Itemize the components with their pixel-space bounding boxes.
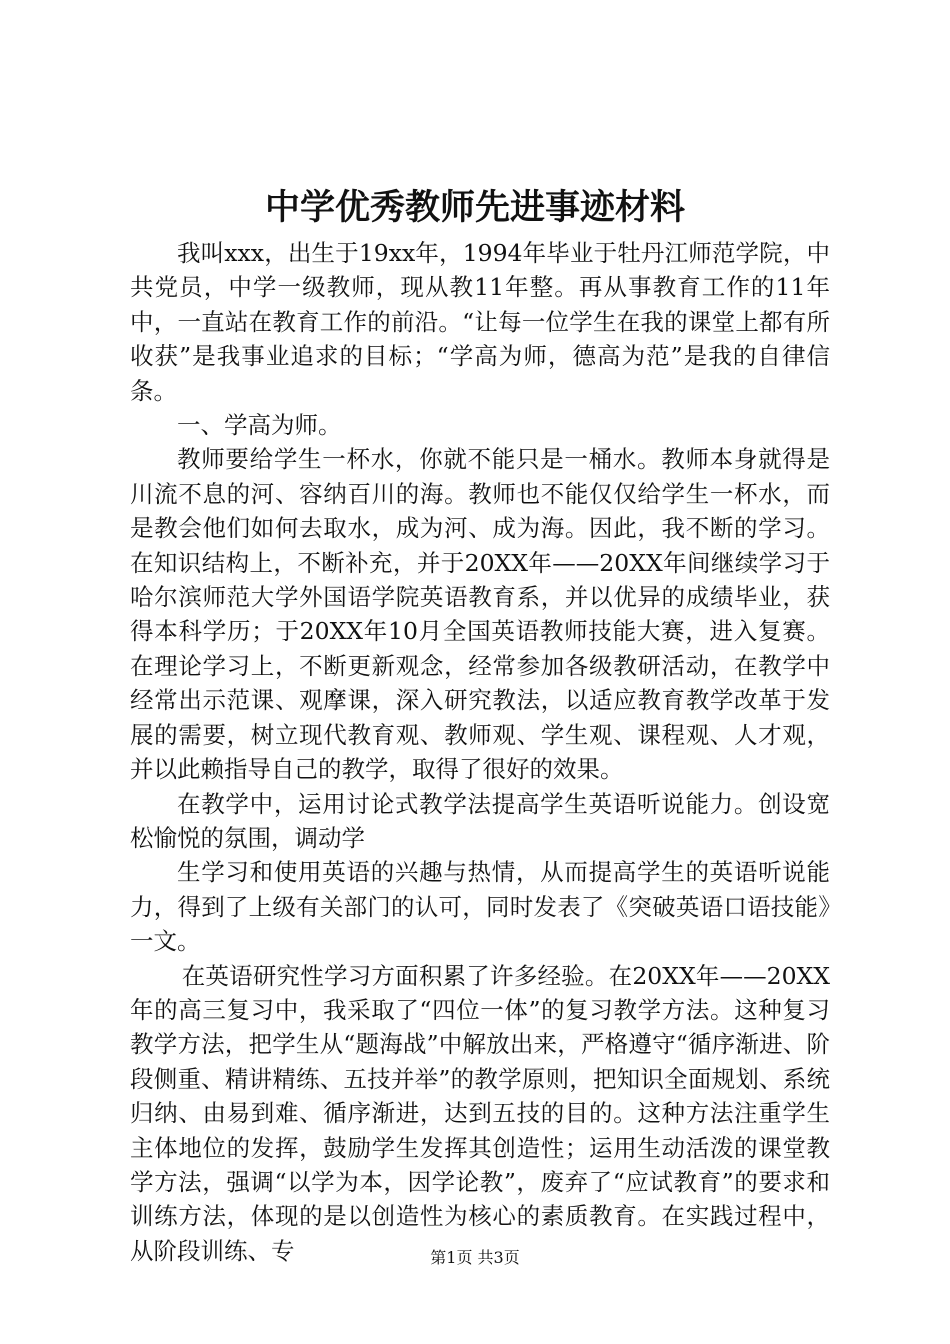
paragraph-learning: 教师要给学生一杯水，你就不能只是一桶水。教师本身就得是川流不息的河、容纳百川的海。教师也不能仅仅给学生一杯水，而是教会他们如何去取水，成为河、成为海。因此，我不断的学习。在知识结构上，不断补充，并于20XX年——20XX年间继续学习于哈尔滨师范大学外国语学院英语教育系，并以优异的成绩毕业，获得本科学历；于20XX年10月全国英语教师技能大赛，进入复赛。在理论学习上，不断更新观念，经常参加各级教研活动，在教学中经常出示范课、观摩课，深入研究教法，以适应教育教学改革于发展的需要，树立现代教育观、教师观、学生观、课程观、人才观，并以此赖指导自己的教学，取得了很好的效果。 [130,445,830,784]
document-title: 中学优秀教师先进事迹材料 [264,187,685,228]
paragraph-intro: 我叫xxx，出生于19xx年，1994年毕业于牡丹江师范学院，中共党员，中学一级教师，现从教11年整。再从事教育工作的11年中，一直站在教育工作的前沿。“让每一位学生在我的课堂上都有所收获”是我事业追求的目标；“学高为师，德高为范”是我的自律信条。 [130,239,830,405]
paragraph-research: 在英语研究性学习方面积累了许多经验。在20XX年——20XX年的高三复习中，我采取了“四位一体”的复习教学方法。这种复习教学方法，把学生从“题海战”中解放出来，严格遵守“循序渐进、阶段侧重、精讲精练、五技并举”的教学原则，把知识全面规划、系统归纳、由易到难、循序渐进，达到五技的目的。这种方法注重学生主体地位的发挥，鼓励学生发挥其创造性；运用生动活泼的课堂教学方法，强调“以学为本，因学论教”，废弃了“应试教育”的要求和训练方法，体现的是以创造性为核心的素质教育。在实践过程中，从阶段训练、专 [130,961,830,1265]
paragraph-teaching: 在教学中，运用讨论式教学法提高学生英语听说能力。创设宽松愉悦的氛围，调动学 [130,789,830,852]
document-body [130,236,830,1268]
paragraph-teaching-continued: 生学习和使用英语的兴趣与热情，从而提高学生的英语听说能力，得到了上级有关部门的认可，同时发表了《突破英语口语技能》一文。 [130,858,830,956]
page-footer: 第1页 共3页 [430,1248,520,1267]
section-heading: 一、学高为师。 [177,411,342,440]
